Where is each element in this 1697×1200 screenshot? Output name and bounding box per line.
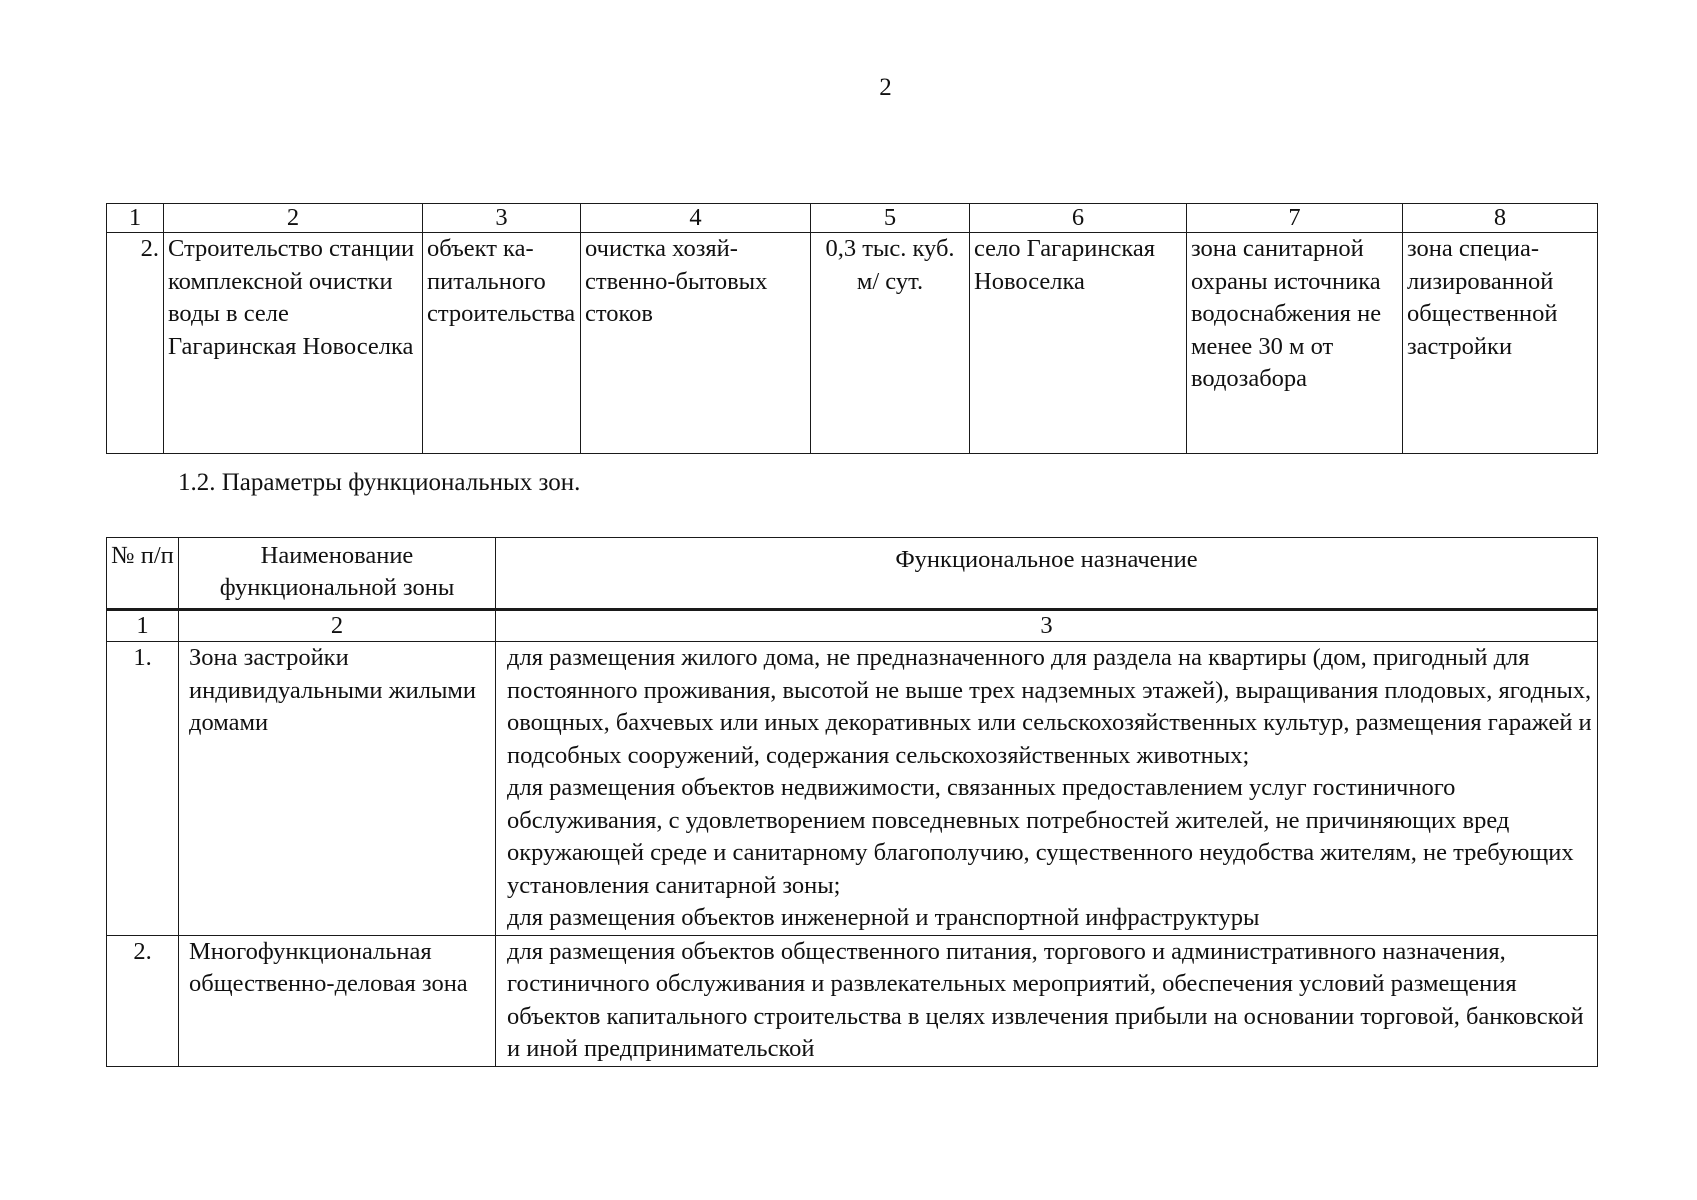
column-number: 2 [179, 610, 496, 642]
column-numbers-row [107, 610, 1598, 642]
column-number: 8 [1403, 204, 1598, 233]
column-number: 1 [107, 610, 179, 642]
column-number: 7 [1187, 204, 1403, 233]
header-number: № п/п [107, 538, 179, 610]
zone-purpose: для размещения объектов общественного питания, торгового и административного назначения, гостиничного обслуживания и развлекательных мероприятий, обеспечения условий размещения объектов капитального строительства в целях извлечения прибыли на основании торговой, банковской и иной предпринимательской [496, 935, 1598, 1066]
object-location: село Гагаринская Новоселка [970, 233, 1187, 454]
header-row [107, 538, 1598, 610]
object-purpose: очистка хозяйственно-бытовых стоков [581, 233, 811, 454]
section-heading: 1.2. Параметры функциональных зон. [178, 469, 581, 496]
column-number: 2 [164, 204, 423, 233]
row-number: 2. [107, 233, 164, 454]
object-name: Строительство станции комплексной очистки воды в селе Гагаринская Новоселка [164, 233, 423, 454]
construction-objects-table [106, 203, 1598, 454]
column-numbers-row [107, 204, 1598, 233]
zone-name: Многофункциональная общественно-деловая зона [179, 935, 496, 1066]
functional-zone: зона специализированной общественной застройки [1403, 233, 1598, 454]
protection-zone: зона санитарной охраны источника водоснабжения не менее 30 м от водозабора [1187, 233, 1403, 454]
table-row [107, 642, 1598, 936]
zone-name: Зона застройки индивидуальными жилыми домами [179, 642, 496, 936]
table-row [107, 935, 1598, 1066]
column-number: 3 [423, 204, 581, 233]
functional-zones-table [106, 537, 1598, 1067]
row-number: 1. [107, 642, 179, 936]
zone-purpose: для размещения жилого дома, не предназначенного для раздела на квартиры (дом, пригодный для постоянного проживания, высотой не выше трех надземных этажей), выращивания плодовых, ягодных, овощных, бахчевых или иных декоративных или сельскохозяйственных культур, размещения гаражей и подсобных сооружений, содержания сельскохозяйственных животных; для размещения объектов недвижимости, связанных предоставлением услуг гостиничного обслуживания, с удовлетворением повседневных потребностей жителей, не причиняющих вред окружающей среде и санитарному благополучию, существенного неудобства жителям, не требующих установления санитарной зоны; для размещения объектов инженерной и транспортной инфраструктуры [496, 642, 1598, 936]
row-number: 2. [107, 935, 179, 1066]
column-number: 4 [581, 204, 811, 233]
header-zone-name: Наименование функциональной зоны [179, 538, 496, 610]
object-capacity: 0,3 тыс. куб. м/ сут. [811, 233, 970, 454]
column-number: 6 [970, 204, 1187, 233]
column-number: 1 [107, 204, 164, 233]
header-purpose: Функциональное назначение [496, 538, 1598, 610]
page-number: 2 [879, 74, 892, 101]
object-type: объект капитального строительства [423, 233, 581, 454]
column-number: 5 [811, 204, 970, 233]
column-number: 3 [496, 610, 1598, 642]
table-row [107, 233, 1598, 454]
